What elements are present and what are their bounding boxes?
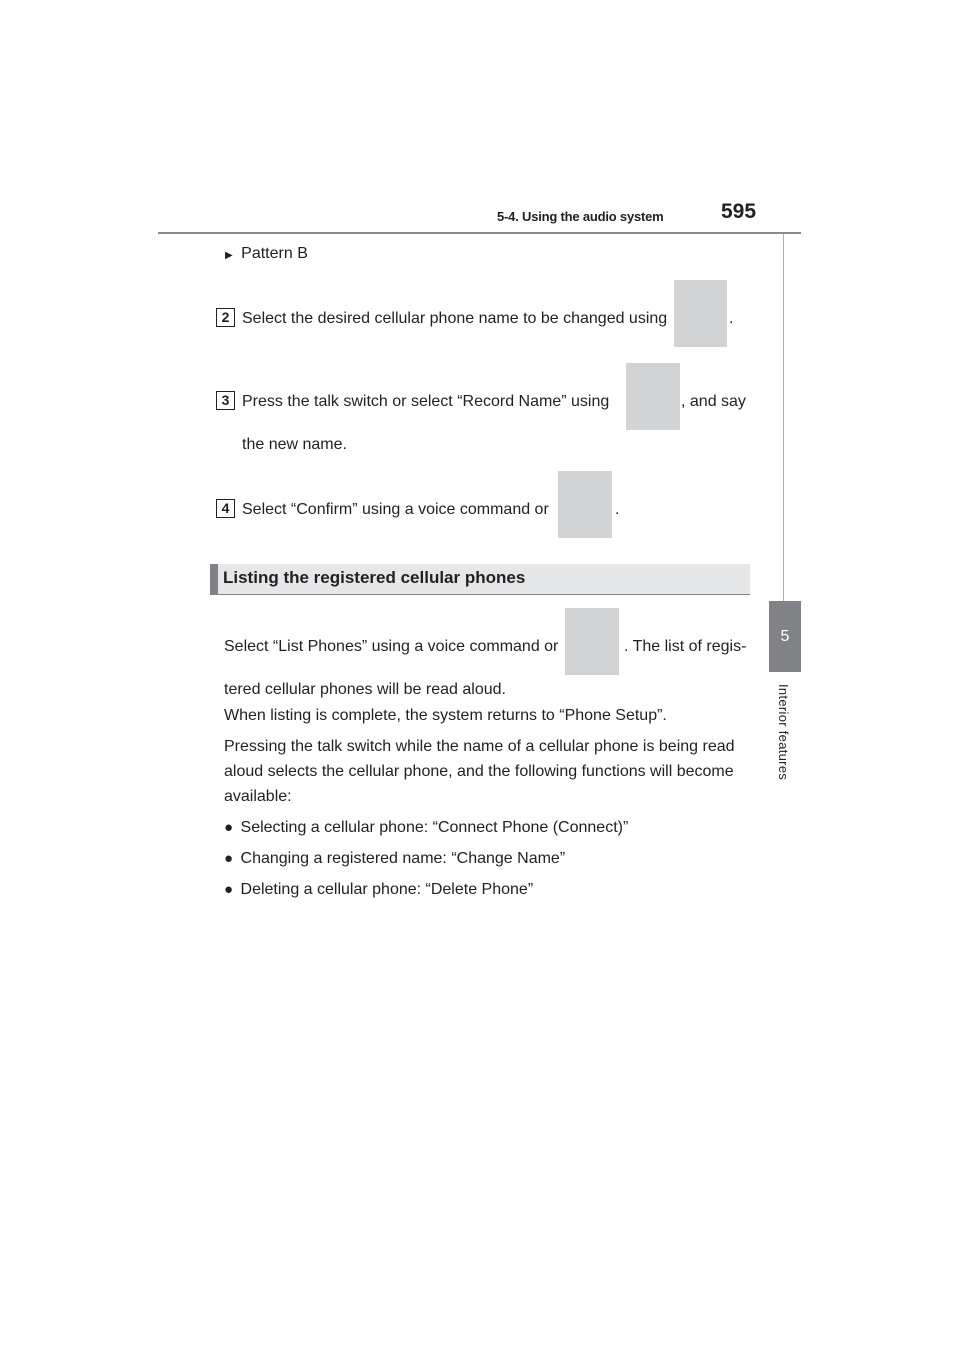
section-intro-after: . The list of regis- bbox=[624, 638, 747, 655]
step-number-box: 3 bbox=[216, 391, 235, 410]
chapter-number: 5 bbox=[780, 628, 790, 645]
step-3-text-line2: the new name. bbox=[242, 436, 347, 453]
bullet-icon: ● bbox=[224, 819, 234, 836]
section-paragraph-line: aloud selects the cellular phone, and the following functions will become bbox=[224, 763, 734, 780]
step-number-box: 2 bbox=[216, 308, 235, 327]
bullet-icon: ● bbox=[224, 850, 234, 867]
list-item bbox=[224, 849, 565, 869]
step-2-text-after: . bbox=[729, 310, 734, 327]
section-title: Listing the registered cellular phones bbox=[223, 568, 526, 587]
list-item-text: Changing a registered name: “Change Name” bbox=[240, 850, 566, 867]
section-intro-before: Select “List Phones” using a voice command or bbox=[224, 638, 559, 655]
bullet-icon: ● bbox=[224, 881, 234, 898]
chapter-tab bbox=[769, 601, 801, 672]
list-item bbox=[224, 880, 533, 900]
control-button-image bbox=[626, 363, 680, 430]
section-intro-line2: tered cellular phones will be read aloud. bbox=[224, 681, 506, 698]
list-item-text: Deleting a cellular phone: “Delete Phone” bbox=[240, 881, 534, 898]
pattern-heading bbox=[225, 244, 308, 266]
triangle-marker-icon: ▶ bbox=[225, 250, 233, 261]
list-item-text: Selecting a cellular phone: “Connect Phone (Connect)” bbox=[240, 819, 629, 836]
control-button-image bbox=[674, 280, 727, 347]
side-divider bbox=[783, 234, 784, 601]
control-button-image bbox=[565, 608, 619, 675]
step-number-box: 4 bbox=[216, 499, 235, 518]
section-paragraph-line: available: bbox=[224, 788, 292, 805]
step-3-text-after: , and say bbox=[681, 393, 746, 410]
section-paragraph-line: Pressing the talk switch while the name of a cellular phone is being read bbox=[224, 738, 735, 755]
control-button-image bbox=[558, 471, 612, 538]
running-header: 5-4. Using the audio system bbox=[497, 209, 664, 224]
step-2-text-before: Select the desired cellular phone name to be changed using bbox=[242, 310, 668, 327]
step-3-text-before: Press the talk switch or select “Record Name” using bbox=[242, 393, 610, 410]
chapter-title: Interior features bbox=[776, 684, 791, 781]
pattern-label: Pattern B bbox=[241, 245, 308, 262]
step-4-text-after: . bbox=[615, 501, 620, 518]
page-number: 595 bbox=[721, 200, 757, 223]
step-4-text-before: Select “Confirm” using a voice command or bbox=[242, 501, 549, 518]
section-paragraph: When listing is complete, the system returns to “Phone Setup”. bbox=[224, 707, 667, 724]
header-rule bbox=[158, 232, 801, 234]
list-item bbox=[224, 818, 628, 838]
section-rule bbox=[210, 594, 750, 595]
section-heading bbox=[210, 564, 750, 594]
section-accent bbox=[210, 564, 218, 594]
